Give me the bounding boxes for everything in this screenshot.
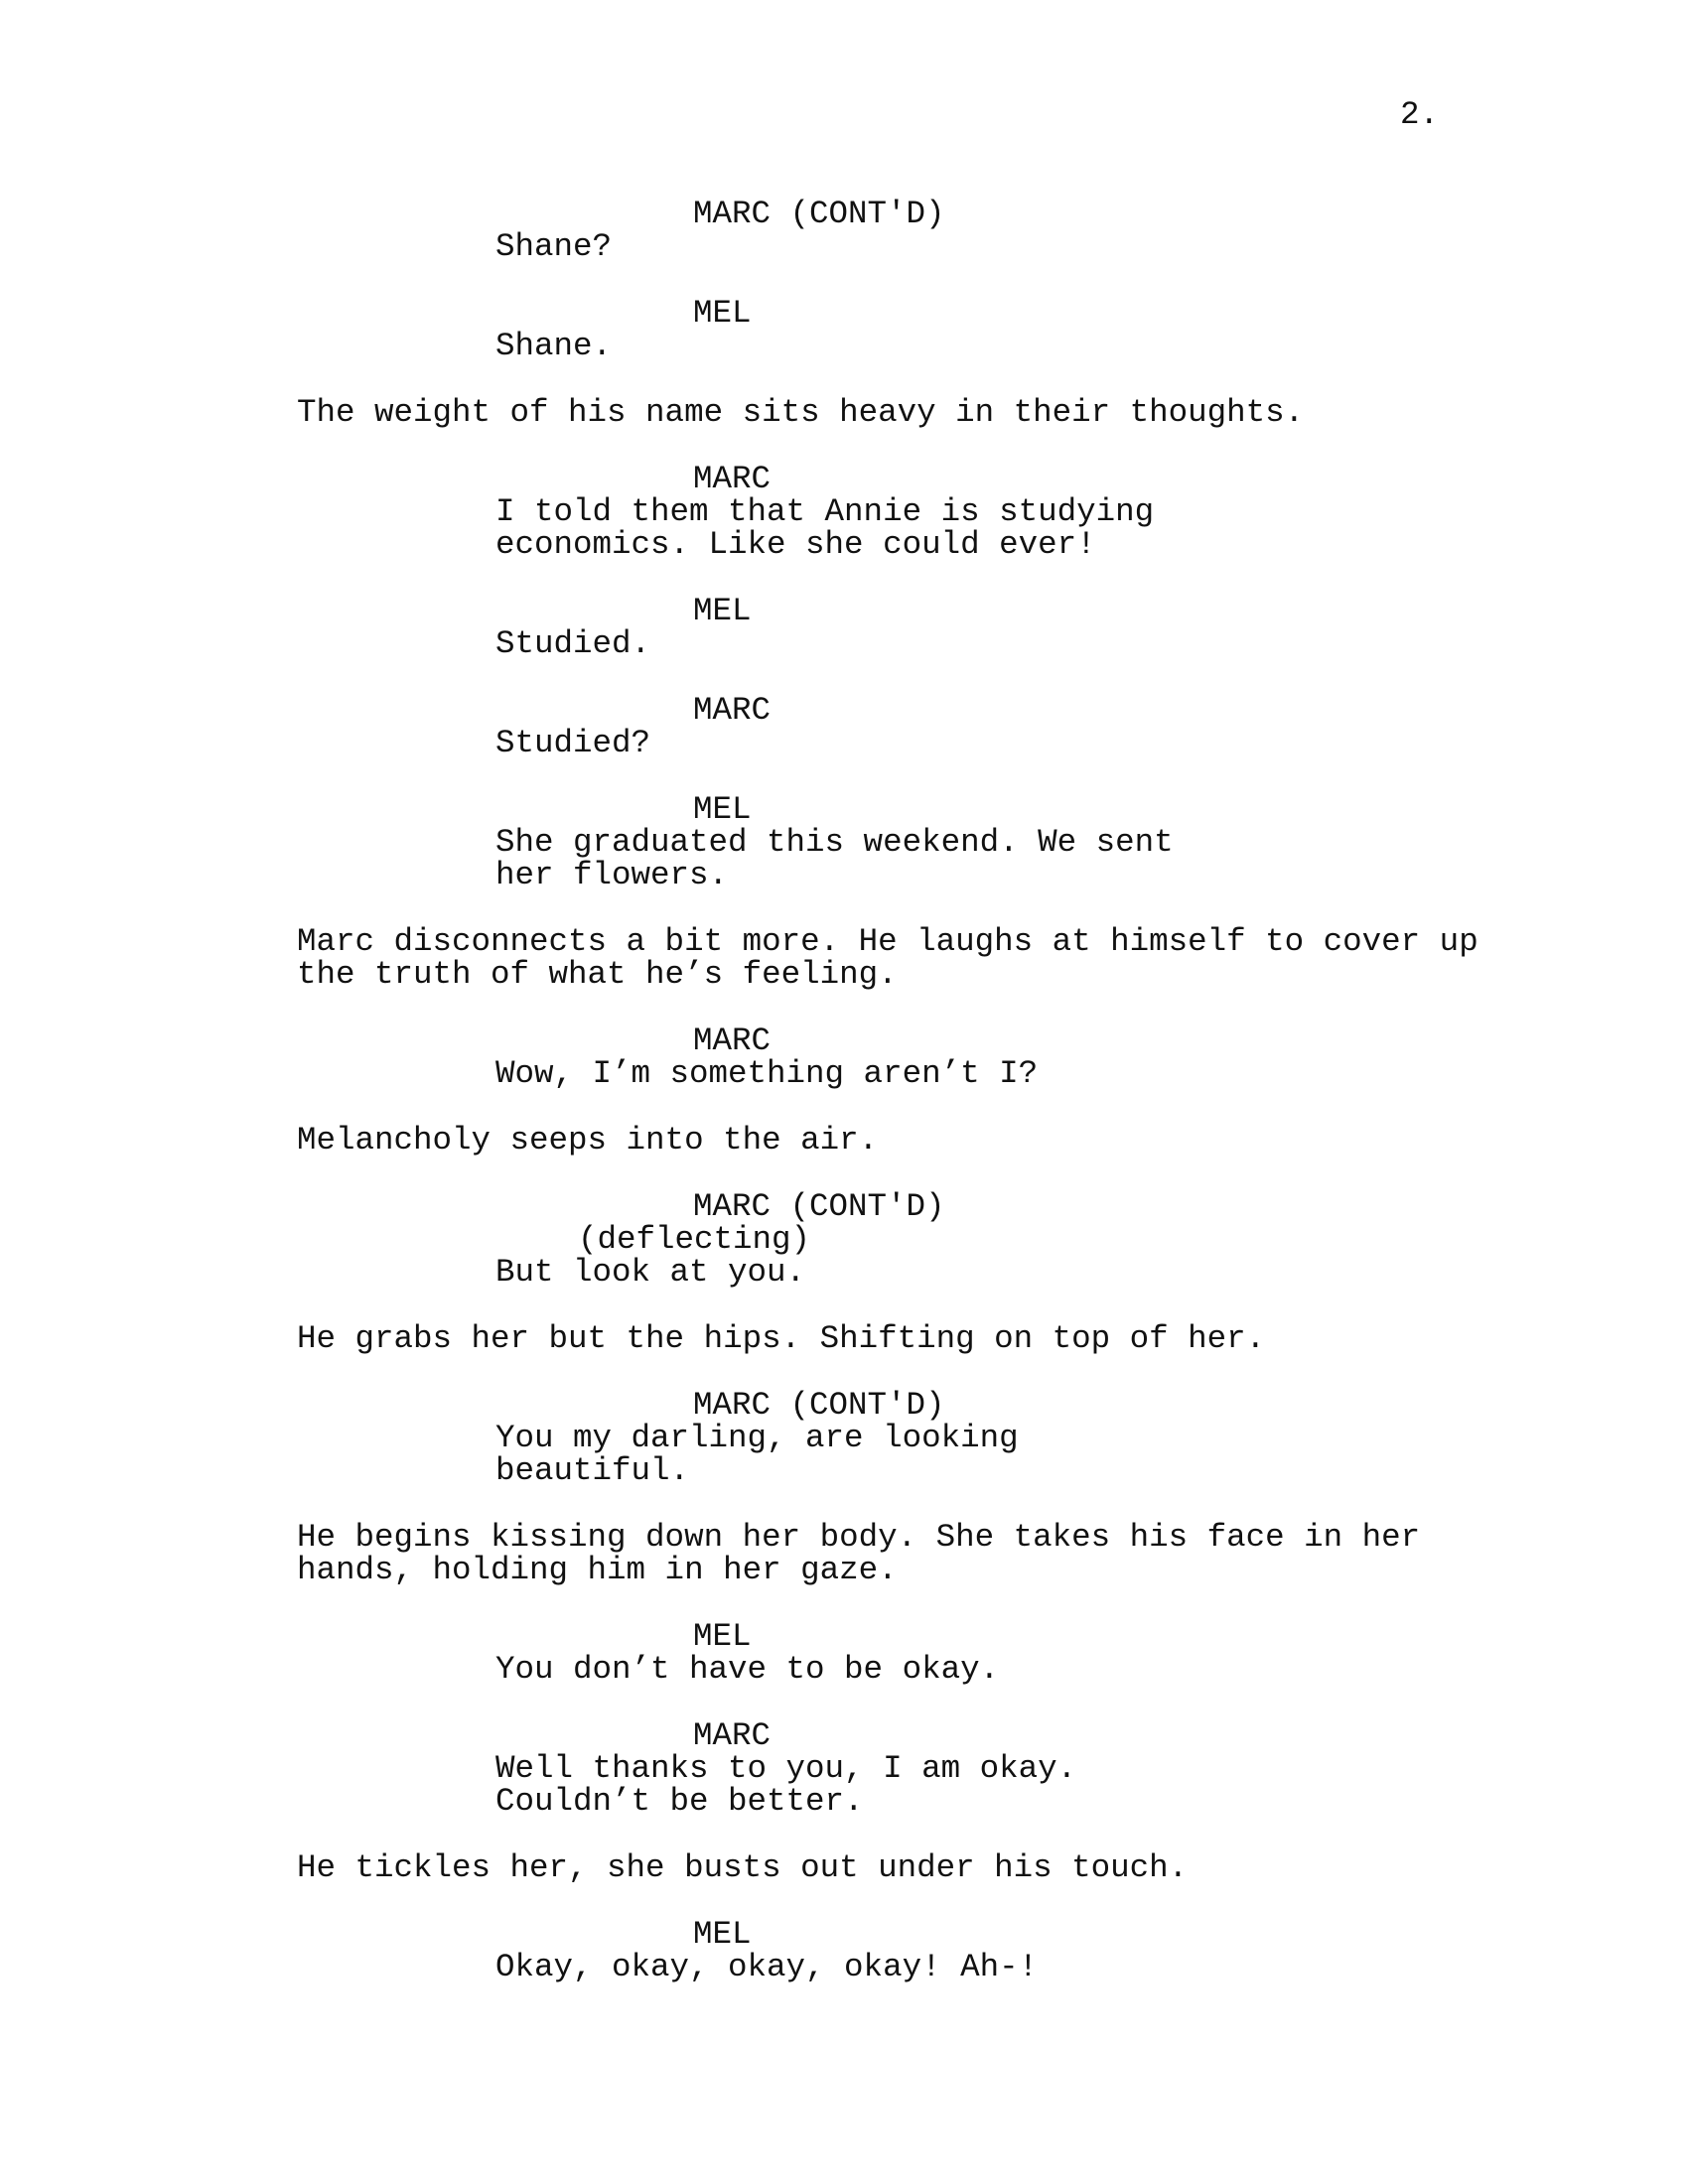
character-cue: MARC: [693, 1023, 772, 1059]
dialogue: She graduated this weekend. We sent her flowers.: [495, 824, 1174, 893]
dialogue: I told them that Annie is studying economics. Like she could ever!: [495, 493, 1155, 563]
dialogue: Shane?: [495, 228, 613, 265]
dialogue: You my darling, are looking beautiful.: [495, 1420, 1019, 1489]
dialogue: Shane.: [495, 328, 613, 364]
dialogue: Okay, okay, okay, okay! Ah-!: [495, 1949, 1039, 1985]
character-cue: MARC: [693, 461, 772, 497]
dialogue: You don’t have to be okay.: [495, 1651, 1000, 1688]
dialogue: Studied?: [495, 725, 651, 761]
character-cue: MARC (CONT'D): [693, 196, 945, 232]
dialogue: But look at you.: [495, 1254, 806, 1291]
character-cue: MEL: [693, 295, 752, 332]
character-cue: MEL: [693, 1916, 752, 1953]
character-cue: MEL: [693, 1618, 752, 1655]
dialogue: Wow, I’m something aren’t I?: [495, 1055, 1039, 1092]
character-cue: MEL: [693, 593, 752, 629]
character-cue: MARC: [693, 692, 772, 729]
action-line: He grabs her but the hips. Shifting on top of her.: [297, 1320, 1266, 1357]
action-line: He begins kissing down her body. She takes his face in her hands, holding him in her gaze.: [297, 1519, 1421, 1588]
action-line: He tickles her, she busts out under his touch.: [297, 1849, 1189, 1886]
dialogue: Well thanks to you, I am okay. Couldn’t be better.: [495, 1750, 1077, 1820]
parenthetical: (deflecting): [578, 1221, 811, 1258]
action-line: Marc disconnects a bit more. He laughs at himself to cover up the truth of what he’s feeling.: [297, 923, 1478, 993]
action-line: The weight of his name sits heavy in their thoughts.: [297, 394, 1305, 431]
dialogue: Studied.: [495, 625, 651, 662]
action-line: Melancholy seeps into the air.: [297, 1122, 879, 1159]
character-cue: MARC (CONT'D): [693, 1188, 945, 1225]
page-number: 2.: [1400, 96, 1440, 133]
character-cue: MARC: [693, 1717, 772, 1754]
character-cue: MEL: [693, 791, 752, 828]
character-cue: MARC (CONT'D): [693, 1387, 945, 1424]
